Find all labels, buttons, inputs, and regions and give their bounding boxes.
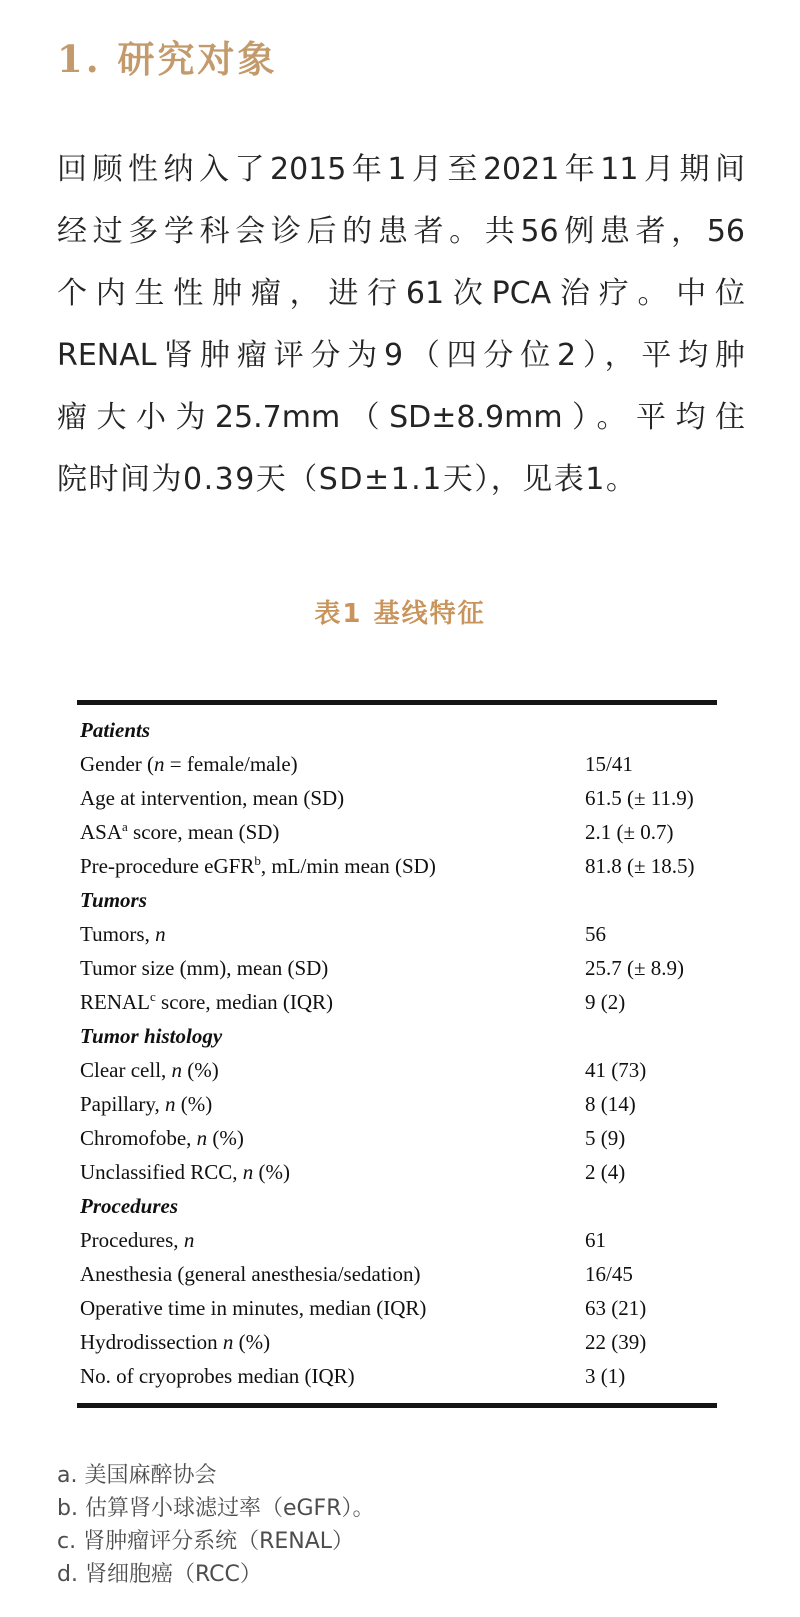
table-row bbox=[77, 1325, 717, 1359]
table-row bbox=[77, 781, 717, 815]
table-row bbox=[77, 1155, 717, 1189]
row-value: 61 bbox=[585, 1228, 606, 1252]
row-label: Tumor size (mm), mean (SD) bbox=[80, 956, 329, 980]
row-label: Papillary, n (%) bbox=[80, 1092, 213, 1116]
row-label: ASA$^a$ score, mean (SD) bbox=[80, 819, 280, 844]
table-footnotes bbox=[57, 1459, 374, 1591]
baseline-characteristics-table bbox=[77, 700, 717, 1408]
row-value: 2.1 (± 0.7) bbox=[585, 820, 674, 844]
row-label: Clear cell, n (%) bbox=[80, 1058, 219, 1082]
row-value: 25.7 (± 8.9) bbox=[585, 956, 685, 980]
table-row bbox=[77, 985, 717, 1019]
section-heading: 1. 研究对象 bbox=[57, 37, 278, 81]
row-value: 9 (2) bbox=[585, 990, 626, 1014]
table-row bbox=[77, 1087, 717, 1121]
row-value: 8 (14) bbox=[585, 1092, 636, 1116]
row-label: Chromofobe, n (%) bbox=[80, 1126, 244, 1150]
row-label: Pre-procedure eGFR$^b$, mL/min mean (SD) bbox=[80, 853, 436, 878]
paragraph-line: 院时间为0.39天（SD±1.1天），见表1。 bbox=[57, 462, 638, 497]
table-row bbox=[77, 1257, 717, 1291]
intro-paragraph bbox=[57, 139, 745, 511]
footnote: a. 美国麻醉协会 bbox=[57, 1463, 217, 1488]
table-row bbox=[77, 1019, 717, 1053]
row-label: RENAL$^c$ score, median (IQR) bbox=[80, 989, 334, 1014]
row-value: 81.8 (± 18.5) bbox=[585, 854, 695, 878]
row-label: Tumor histology bbox=[80, 1024, 223, 1048]
table-row bbox=[77, 1053, 717, 1087]
paragraph-line: 个内生性肿瘤，进行61次PCA治疗。中位 bbox=[57, 276, 745, 311]
paragraph-line: 经过多学科会诊后的患者。共56例患者，56 bbox=[57, 214, 745, 249]
row-label: Procedures, n bbox=[80, 1228, 195, 1252]
row-value: 16/45 bbox=[585, 1262, 633, 1286]
row-label: Tumors, n bbox=[80, 922, 166, 946]
row-label: Gender (n = female/male) bbox=[80, 752, 298, 776]
row-value: 56 bbox=[585, 922, 606, 946]
table-row bbox=[77, 917, 717, 951]
table-row bbox=[77, 1291, 717, 1325]
row-value: 61.5 (± 11.9) bbox=[585, 786, 694, 810]
table-row bbox=[77, 815, 717, 849]
table-row bbox=[77, 1223, 717, 1257]
table-row bbox=[77, 1189, 717, 1223]
table-row bbox=[77, 1359, 717, 1393]
row-label: Procedures bbox=[80, 1194, 178, 1218]
table-row bbox=[77, 747, 717, 781]
row-label: Anesthesia (general anesthesia/sedation) bbox=[80, 1262, 421, 1286]
row-value: 41 (73) bbox=[585, 1058, 647, 1082]
row-label: Patients bbox=[80, 718, 151, 742]
table-row bbox=[77, 951, 717, 985]
row-label: No. of cryoprobes median (IQR) bbox=[80, 1364, 355, 1388]
row-label: Unclassified RCC, n (%) bbox=[80, 1160, 290, 1184]
paragraph-line: 瘤大小为25.7mm（SD±8.9mm）。平均住 bbox=[57, 400, 745, 435]
row-value: 22 (39) bbox=[585, 1330, 647, 1354]
row-value: 2 (4) bbox=[585, 1160, 626, 1184]
table-caption: 表1 基线特征 bbox=[314, 599, 486, 629]
row-value: 63 (21) bbox=[585, 1296, 647, 1320]
row-label: Operative time in minutes, median (IQR) bbox=[80, 1296, 427, 1320]
footnote: d. 肾细胞癌（RCC） bbox=[57, 1562, 262, 1587]
row-label: Tumors bbox=[80, 888, 147, 912]
table-row bbox=[77, 1121, 717, 1155]
row-value: 15/41 bbox=[585, 752, 633, 776]
paragraph-line: RENAL肾肿瘤评分为9（四分位2），平均肿 bbox=[57, 338, 745, 373]
row-value: 3 (1) bbox=[585, 1364, 626, 1388]
row-label: Age at intervention, mean (SD) bbox=[80, 786, 345, 810]
table-row bbox=[77, 883, 717, 917]
row-label: Hydrodissection n (%) bbox=[80, 1330, 271, 1354]
row-value: 5 (9) bbox=[585, 1126, 626, 1150]
footnote: b. 估算肾小球滤过率（eGFR）。 bbox=[57, 1496, 375, 1521]
table-row bbox=[77, 713, 717, 747]
footnote: c. 肾肿瘤评分系统（RENAL） bbox=[57, 1529, 355, 1554]
table-row bbox=[77, 849, 717, 883]
paragraph-line: 回顾性纳入了2015年1月至2021年11月期间 bbox=[57, 152, 745, 187]
